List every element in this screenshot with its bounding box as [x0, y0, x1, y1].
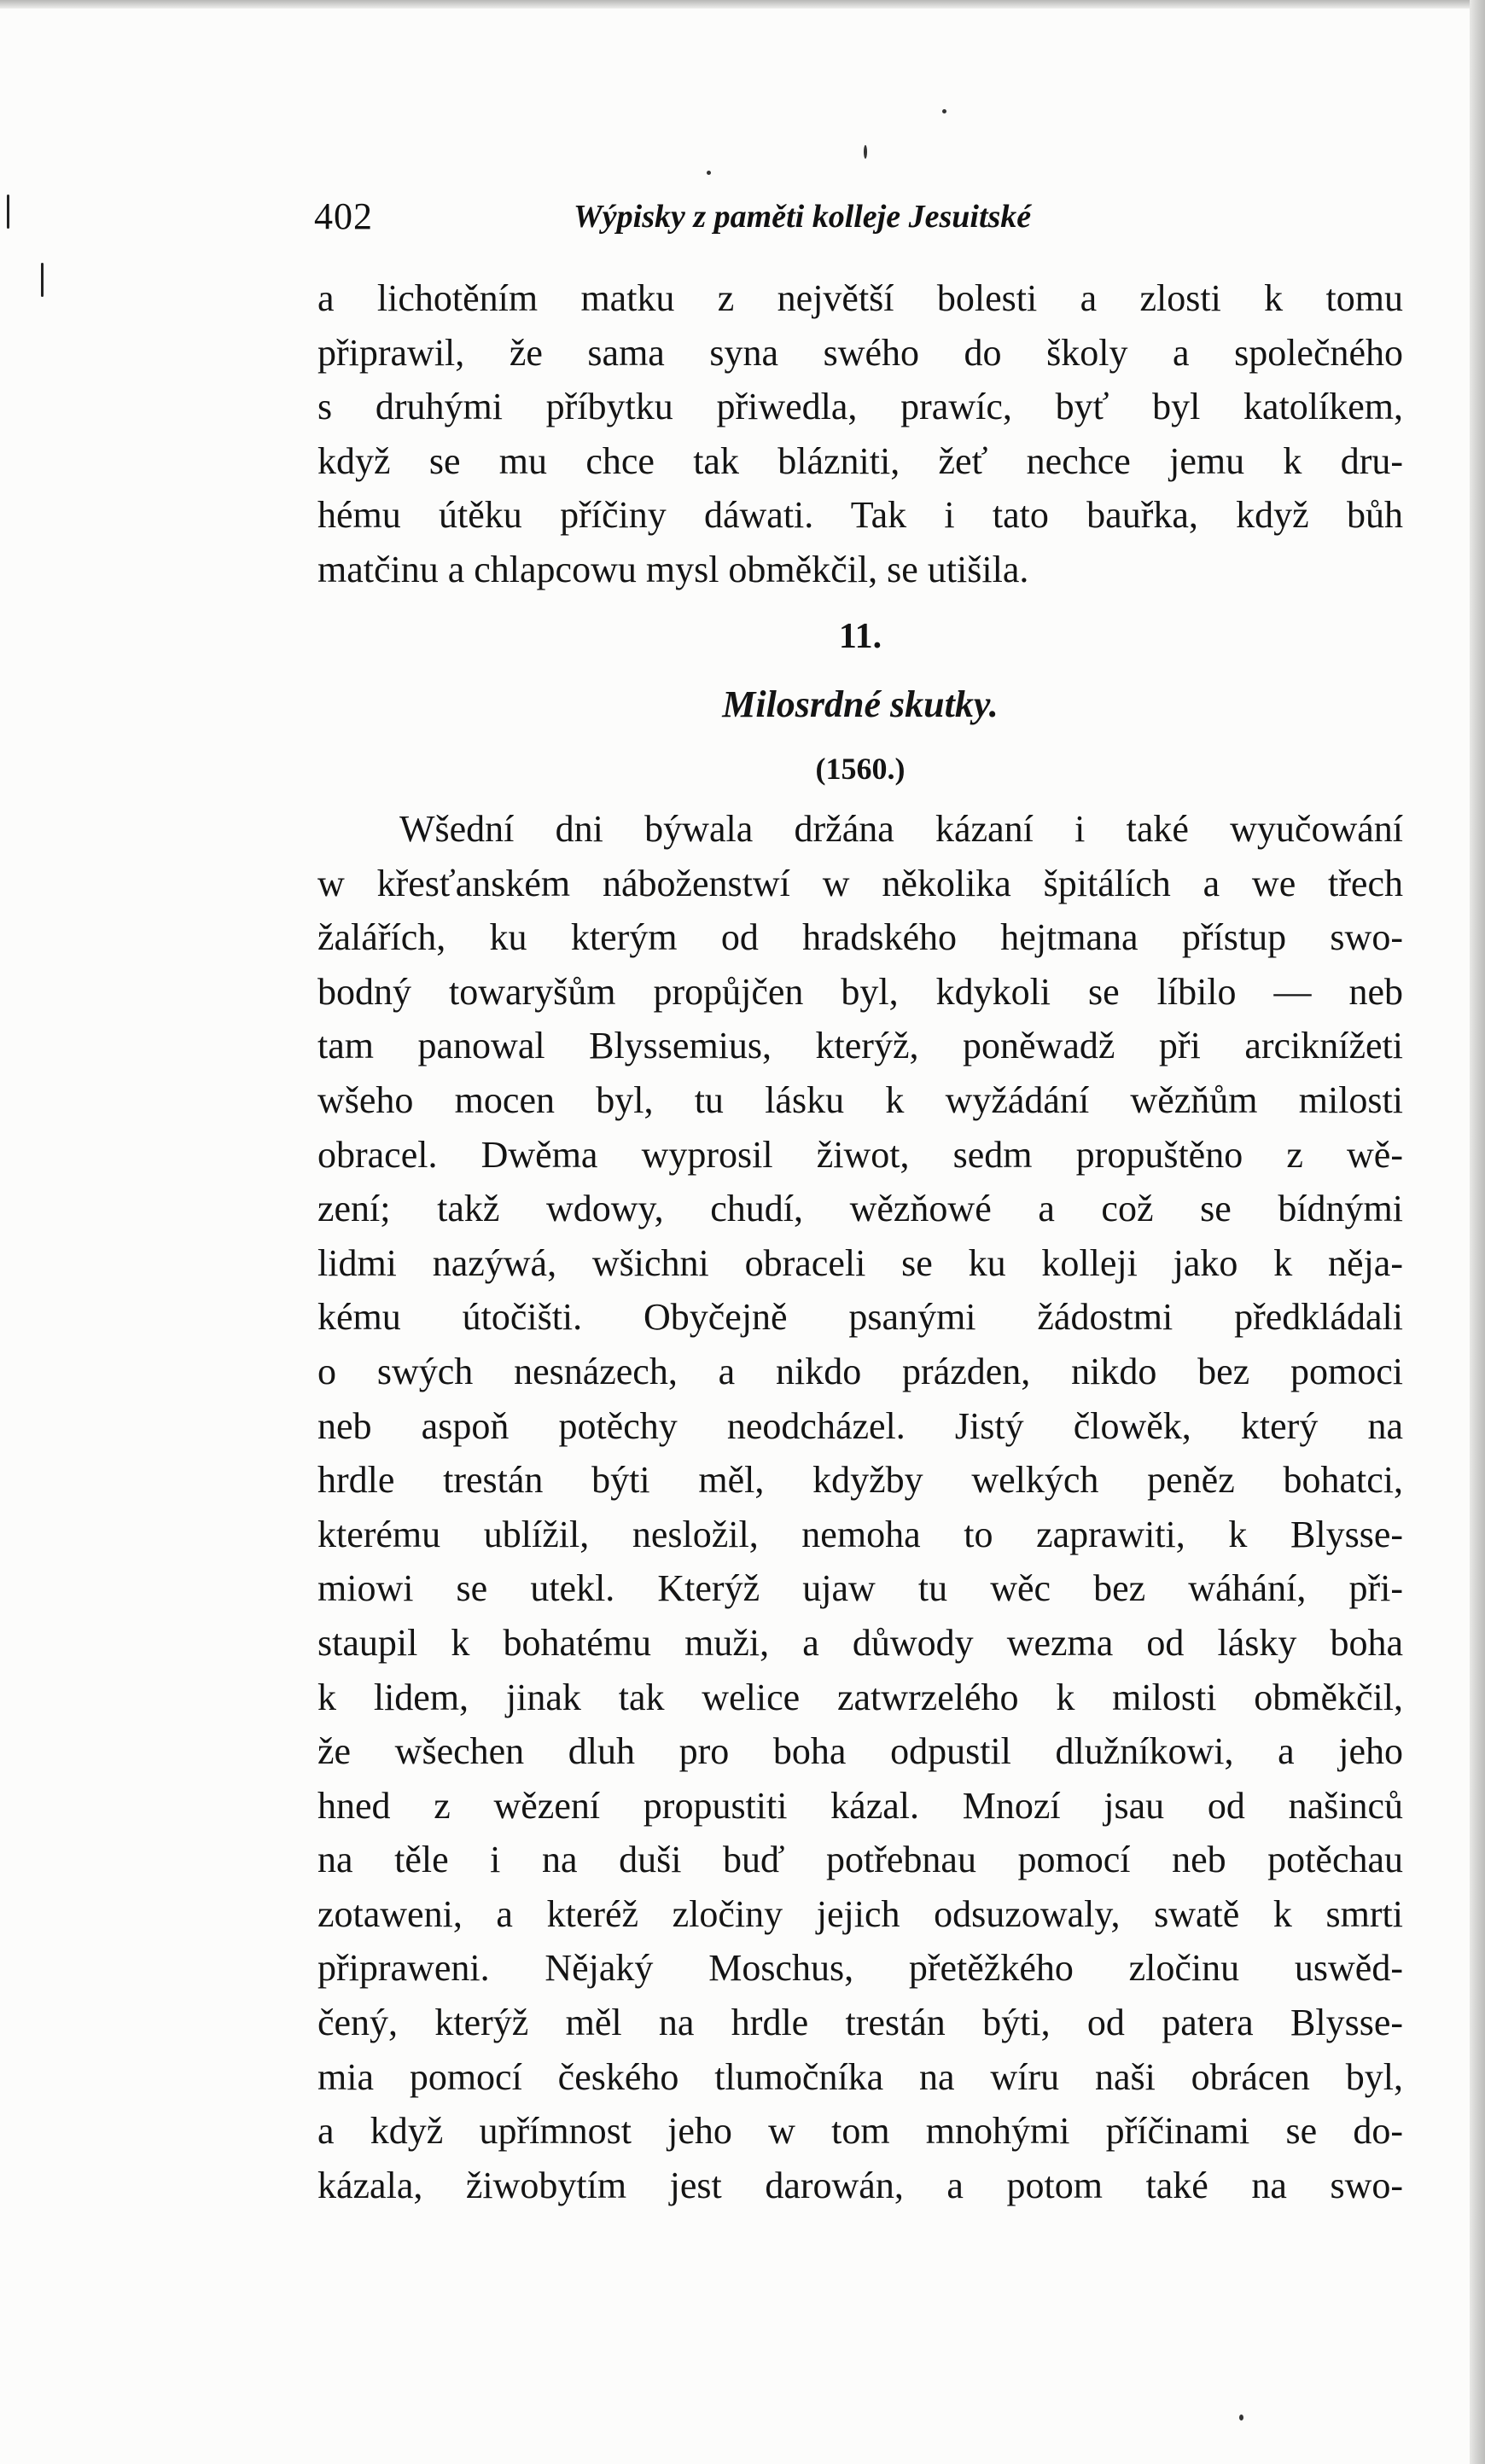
text-line: žalářích, ku kterým od hradského hejtmana přístup swo-: [317, 916, 1403, 959]
text-line: hrdle trestán býti měl, kdyžby welkých peněz bohatci,: [317, 1459, 1403, 1502]
text-line: kterému ublížil, nesložil, nemoha to zaprawiti, k Blysse-: [317, 1513, 1403, 1555]
text-line: matčinu a chlapcowu mysl obměkčil, se utišila.: [317, 548, 1029, 590]
scan-right-edge: [1470, 0, 1485, 2464]
text-line: když se mu chce tak blázniti, žeť nechce jemu k dru-: [317, 439, 1403, 482]
text-line: o swých nesnázech, a nikdo prázden, nikdo bez pomoci: [317, 1350, 1403, 1392]
text-line: a když upřímnost jeho w tom mnohými příčinami se do-: [317, 2110, 1403, 2153]
page-header: [314, 195, 1403, 246]
text-line: staupil k bohatému muži, a důwody wezma od lásky boha: [317, 1621, 1403, 1664]
text-line: wšeho mocen byl, tu lásku k wyžádání wězňům milosti: [317, 1078, 1403, 1121]
section-number: 11.: [838, 617, 882, 656]
text-line: neb aspoň potěchy neodcházel. Jistý člowěk, který na: [317, 1404, 1403, 1447]
text-line: s druhými příbytku přiwedla, prawíc, byť byl katolíkem,: [317, 386, 1403, 428]
text-line: obracel. Dwěma wyprosil žiwot, sedm propuštěno z wě-: [317, 1133, 1403, 1176]
text-line: mia pomocí českého tlumočníka na wíru naši obrácen byl,: [317, 2055, 1403, 2098]
text-line: připrawil, že sama syna swého do školy a společného: [317, 331, 1403, 374]
text-line: w křesťanském náboženstwí w několika špitálích a we třech: [317, 862, 1403, 904]
text-line: hému útěku příčiny dáwati. Tak i tato bauřka, když bůh: [317, 494, 1403, 537]
scan-mark: [7, 195, 9, 229]
text-line: k lidem, jinak tak welice zatwrzelého k milosti obměkčil,: [317, 1676, 1403, 1718]
paragraph-continuation: [317, 271, 1403, 597]
text-line: zení; takž wdowy, chudí, wězňowé a což se bídnými: [317, 1188, 1403, 1230]
text-line: na těle i na duši buď potřebnau pomocí neb potěchau: [317, 1839, 1403, 1881]
print-speck: [942, 109, 946, 113]
section-year: (1560.): [815, 752, 906, 786]
text-line: tam panowal Blyssemius, kterýž, poněwadž při arciknížeti: [317, 1025, 1403, 1067]
print-speck: [864, 145, 867, 159]
text-line: a lichotěním matku z největší bolesti a zlosti k tomu: [317, 277, 1403, 319]
text-line: kázala, žiwobytím jest darowán, a potom také na swo-: [317, 2164, 1403, 2206]
text-line: připraweni. Nějaký Moschus, přetěžkého zločinu uswěd-: [317, 1947, 1403, 1990]
text-line: že wšechen dluh pro boha odpustil dlužníkowi, a jeho: [317, 1730, 1403, 1773]
text-line: lidmi nazýwá, wšichni obraceli se ku kolleji jako k něja-: [317, 1241, 1403, 1284]
section-title: Milosrdné skutky.: [722, 683, 999, 725]
scan-mark: [41, 263, 44, 297]
print-speck: [1239, 2415, 1243, 2420]
running-title: Wýpisky z paměti kolleje Jesuitské: [574, 199, 1032, 235]
text-line: kému útočišti. Obyčejně psanými žádostmi předkládali: [317, 1296, 1403, 1339]
page-number: 402: [314, 195, 373, 237]
text-line: miowi se utekl. Kterýž ujaw tu wěc bez wáhání, při-: [317, 1567, 1403, 1610]
paragraph-main: [317, 802, 1403, 2212]
text-line: Wšední dni býwala držána kázaní i také wyučowání: [399, 808, 1403, 850]
scan-top-shadow: [0, 0, 1485, 9]
text-line: zotaweni, a kteréž zločiny jejich odsuzowaly, swatě k smrti: [317, 1892, 1403, 1935]
print-speck: [707, 171, 711, 175]
text-line: čený, kterýž měl na hrdle trestán býti, od patera Blysse-: [317, 2002, 1403, 2044]
text-line: hned z wězení propustiti kázal. Mnozí jsau od našinců: [317, 1784, 1403, 1827]
text-line: bodný towaryšům propůjčen byl, kdykoli se líbilo — neb: [317, 970, 1403, 1013]
